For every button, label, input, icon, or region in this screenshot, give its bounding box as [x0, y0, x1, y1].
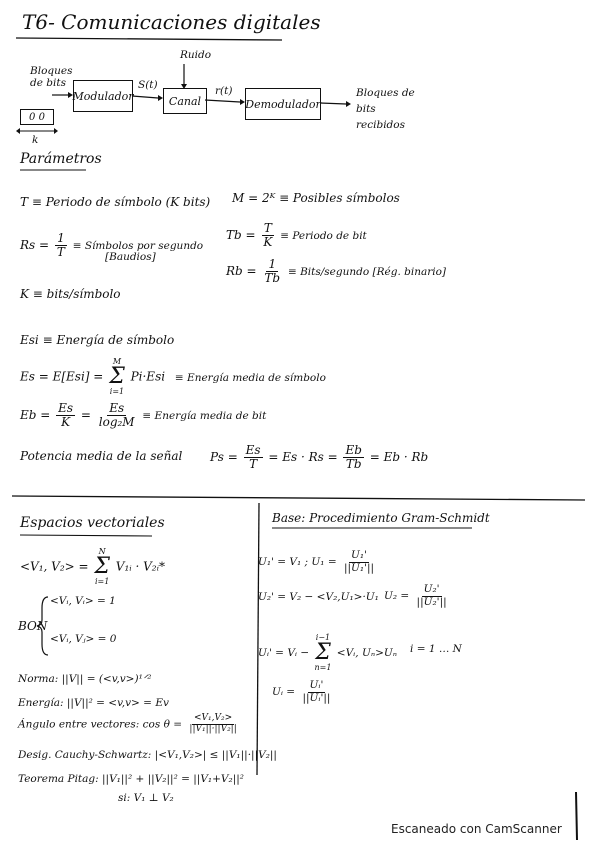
Eb-lhs: Eb = [20, 408, 51, 423]
Ps-den1: T [249, 457, 258, 472]
Rs-unit: [Baudios] [105, 251, 156, 263]
Eb-den2: log₂M [98, 415, 135, 430]
Tb-num: T [263, 221, 272, 235]
ui-sum-top: i−1 [315, 633, 331, 642]
Tb-formula [226, 222, 367, 249]
Tb-den: K [263, 235, 273, 250]
Ps-label: Potencia media de la señal [20, 449, 183, 463]
inner-lhs: <V₁, V₂> = [20, 559, 89, 574]
u2-num: U₂' [423, 583, 440, 595]
scan-edge [576, 792, 577, 840]
channel-block: Canal [163, 88, 207, 114]
input-label: Bloques de bits [30, 65, 73, 89]
angulo-num: <V₁,V₂> [193, 713, 233, 723]
ui-normalized [272, 680, 334, 704]
signal-r-label: r(t) [215, 85, 233, 97]
u2-rhs: U₂ = [384, 590, 410, 603]
arrow-channel-demod [205, 100, 240, 102]
pitagoras-condition: si: V₁ ⊥ V₂ [118, 792, 174, 804]
K-definition: K ≡ bits/símbolo [20, 287, 121, 301]
Eb-num1: Es [58, 401, 74, 415]
cauchy-schwartz: Desig. Cauchy-Schwartz: |<V₁,V₂>| ≤ ||V₁||·||V₂|| [18, 749, 277, 761]
title-underline [16, 38, 282, 40]
k-label: k [32, 134, 39, 146]
noise-label: Ruido [180, 49, 212, 61]
arrow-mod-channel [132, 96, 158, 98]
Es-rhs: ≡ Energía media de símbolo [174, 371, 326, 384]
u1-den: ||U₁'|| [343, 561, 375, 574]
norma-definition: Norma: ||V|| = (<v,v>)¹ᐟ² [18, 673, 152, 685]
parametros-heading: Parámetros [20, 151, 102, 167]
u2-den: ||U₂'|| [416, 595, 447, 608]
Es-formula: Es = E[Esi] = M Σ i=1 Pi·Esi ≡ Energía media de símbolo [20, 357, 326, 396]
Ps-lhs: Ps = [210, 450, 238, 465]
arrowhead-output [346, 101, 351, 107]
espacios-underline [20, 535, 152, 536]
Ps-den2: Tb [345, 457, 362, 472]
signal-s-label: S(t) [138, 79, 158, 91]
gram-heading: Base: Procedimiento Gram-Schmidt [272, 511, 490, 525]
energia-definition: Energía: ||V||² = <v,v> = Ev [18, 697, 169, 709]
Ps-mid: = Es · Rs = [268, 450, 338, 465]
page-title: T6- Comunicaciones digitales [22, 10, 321, 34]
u1-num: U₁' [351, 549, 367, 561]
arrow-output [320, 103, 346, 104]
Ps-formula [210, 444, 428, 471]
ui-body: <Vᵢ, Uₙ>Uₙ [336, 647, 397, 659]
Ps-num2: Eb [345, 443, 362, 457]
section-divider [12, 496, 585, 500]
u1-lhs: U₁' = V₁ ; U₁ = [258, 556, 337, 569]
inner-product-formula: <V₁, V₂> = N Σ i=1 V₁ᵢ · V₂ᵢ* [20, 547, 166, 586]
espacios-heading: Espacios vectoriales [20, 515, 165, 531]
Rb-num: 1 [268, 257, 277, 271]
Rs-rhs: ≡ Símbolos por segundo [72, 240, 204, 253]
bon-label: BON [18, 619, 48, 633]
Rs-num: 1 [57, 231, 65, 245]
Eb-formula: Eb = $\frac{Es}{K}$ = $\frac{Es}{\text{log₂M}}$ ≡ Energía media de bit [20, 401, 267, 430]
Tb-rhs: ≡ Periodo de bit [280, 230, 367, 243]
pitagoras: Teorema Pitag: ||V₁||² + ||V₂||² = ||V₁+V₂||² [18, 773, 245, 785]
Esi-definition: Esi ≡ Energía de símbolo [20, 333, 175, 347]
u2-formula: U₂' = V₂ − <V₂,U₁>·U₁ [258, 591, 379, 603]
Rb-formula [226, 258, 446, 285]
Es-sum-bottom: i=1 [109, 387, 125, 396]
Es-sum-top: M [112, 357, 122, 366]
Eb-rhs: ≡ Energía media de bit [142, 410, 267, 423]
inner-sum-top: N [98, 547, 106, 556]
angulo-lhs: Ángulo entre vectores: cos θ = [18, 718, 183, 731]
u2-normalized [384, 584, 451, 608]
Rb-rhs: ≡ Bits/segundo [Rég. binario] [287, 266, 447, 279]
Ps-num1: Es [245, 443, 261, 457]
scanner-footer: Escaneado con CamScanner [391, 822, 562, 836]
Eb-den1: K [61, 415, 71, 430]
Ps-rhs: = Eb · Rb [369, 450, 429, 465]
modulator-block: Modulador [73, 80, 133, 112]
Rs-lhs: Rs = [20, 238, 50, 253]
ui2-lhs: Uᵢ = [272, 686, 296, 699]
ui2-den: ||Uᵢ'|| [302, 691, 331, 704]
angulo-den: ||V₁||·||V₂|| [189, 723, 237, 734]
inner-sum-bottom: i=1 [94, 577, 110, 586]
inner-body: V₁ᵢ · V₂ᵢ* [115, 559, 166, 574]
bon-condition-1: <Vᵢ, Vᵢ> = 1 [50, 595, 116, 607]
ui-lhs: Uᵢ' = Vᵢ − [258, 647, 310, 659]
u1-formula [258, 550, 378, 574]
T-definition: T ≡ Periodo de símbolo (K bits) [20, 195, 211, 209]
Es-sum-body: Pi·Esi [130, 369, 166, 384]
Eb-num2: Es [109, 401, 125, 415]
ui-formula: Uᵢ' = Vᵢ − i−1 Σ n=1 <Vᵢ, Uₙ>Uₙ [258, 633, 397, 672]
ui-range: i = 1 … N [410, 643, 462, 655]
angulo-formula [18, 714, 241, 735]
bits-block: 0 0 [20, 109, 54, 125]
Es-lhs: Es = E[Esi] = [20, 369, 104, 384]
output-label: Bloques de bits recibidos [356, 87, 415, 131]
bon-condition-2: <Vᵢ, Vⱼ> = 0 [50, 633, 117, 645]
Rb-den: Tb [264, 271, 281, 286]
ui2-num: Uᵢ' [309, 679, 324, 691]
demodulator-block: Demodulador [245, 88, 321, 120]
M-definition: M = 2ᴷ ≡ Posibles símbolos [232, 191, 400, 205]
Tb-lhs: Tb = [226, 228, 256, 243]
ui-sum-bottom: n=1 [314, 663, 332, 672]
Rs-den: T [56, 245, 65, 260]
Rb-lhs: Rb = [226, 264, 257, 279]
